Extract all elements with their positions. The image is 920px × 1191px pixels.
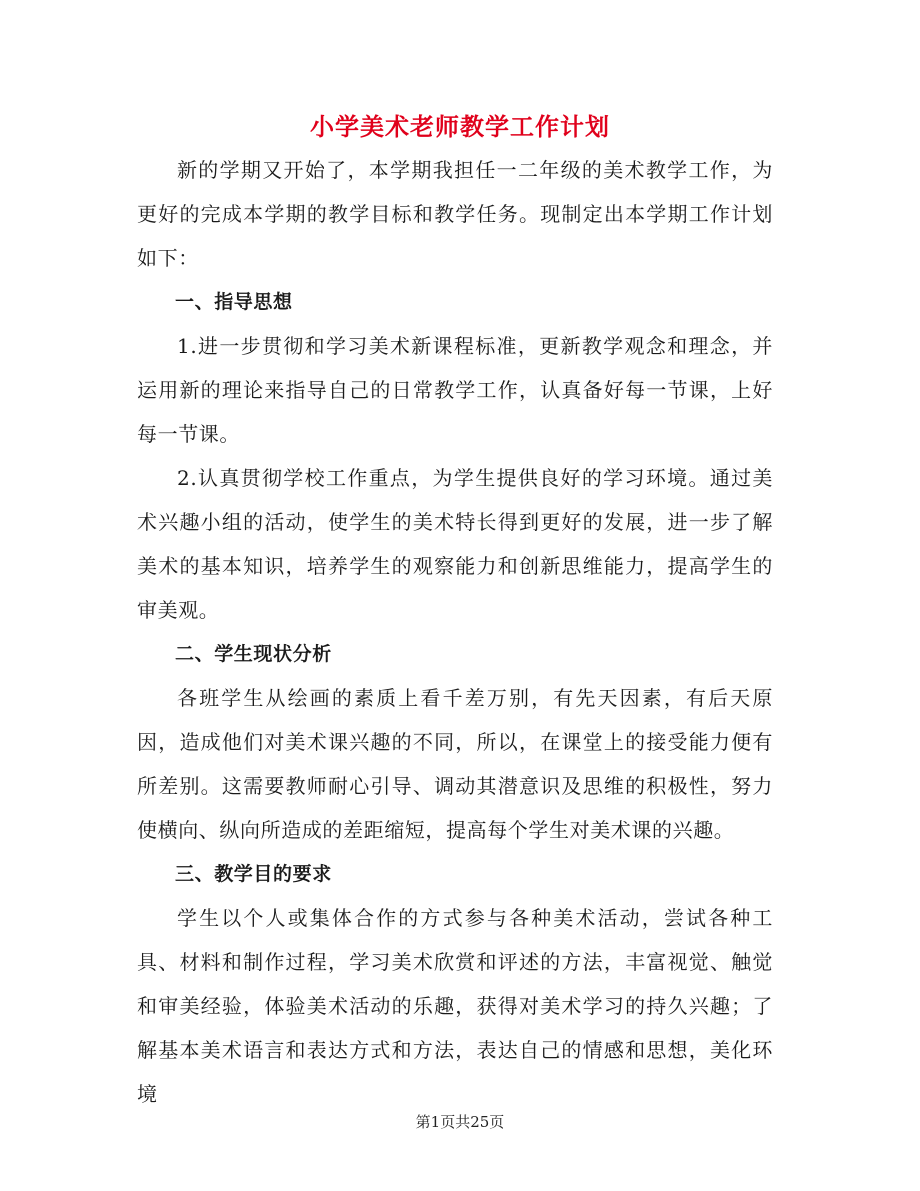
section-paragraph: 各班学生从绘画的素质上看千差万别，有先天因素，有后天原因，造成他们对美术课兴趣的不同，所以，在课堂上的接受能力便有所差别。这需要教师耐心引导、调动其潜意识及思维的积极性，努力使横向、纵向所造成的差距缩短，提高每个学生对美术课的兴趣。 — [137, 686, 773, 842]
section-paragraph: 1.进一步贯彻和学习美术新课程标准，更新教学观念和理念，并运用新的理论来指导自己的日常教学工作，认真备好每一节课，上好每一节课。 — [137, 334, 773, 446]
document-body — [137, 148, 773, 1116]
section-heading: 二、学生现状分析 — [175, 643, 332, 665]
page-number: 第1页共25页 — [415, 1113, 505, 1131]
page-title: 小学美术老师教学工作计划 — [310, 112, 610, 141]
section-paragraph: 学生以个人或集体合作的方式参与各种美术活动，尝试各种工具、材料和制作过程，学习美术欣赏和评述的方法，丰富视觉、触觉和审美经验，体验美术活动的乐趣，获得对美术学习的持久兴趣；了解基本美术语言和表达方式和方法，表达自己的情感和思想，美化环境 — [137, 906, 773, 1106]
section-heading: 一、指导思想 — [175, 291, 293, 313]
intro-paragraph: 新的学期又开始了，本学期我担任一二年级的美术教学工作，为更好的完成本学期的教学目标和教学任务。现制定出本学期工作计划如下： — [137, 158, 773, 270]
section-heading: 三、教学目的要求 — [175, 863, 332, 885]
section-paragraph: 2.认真贯彻学校工作重点，为学生提供良好的学习环境。通过美术兴趣小组的活动，使学生的美术特长得到更好的发展，进一步了解美术的基本知识，培养学生的观察能力和创新思维能力，提高学生的审美观。 — [137, 466, 773, 622]
